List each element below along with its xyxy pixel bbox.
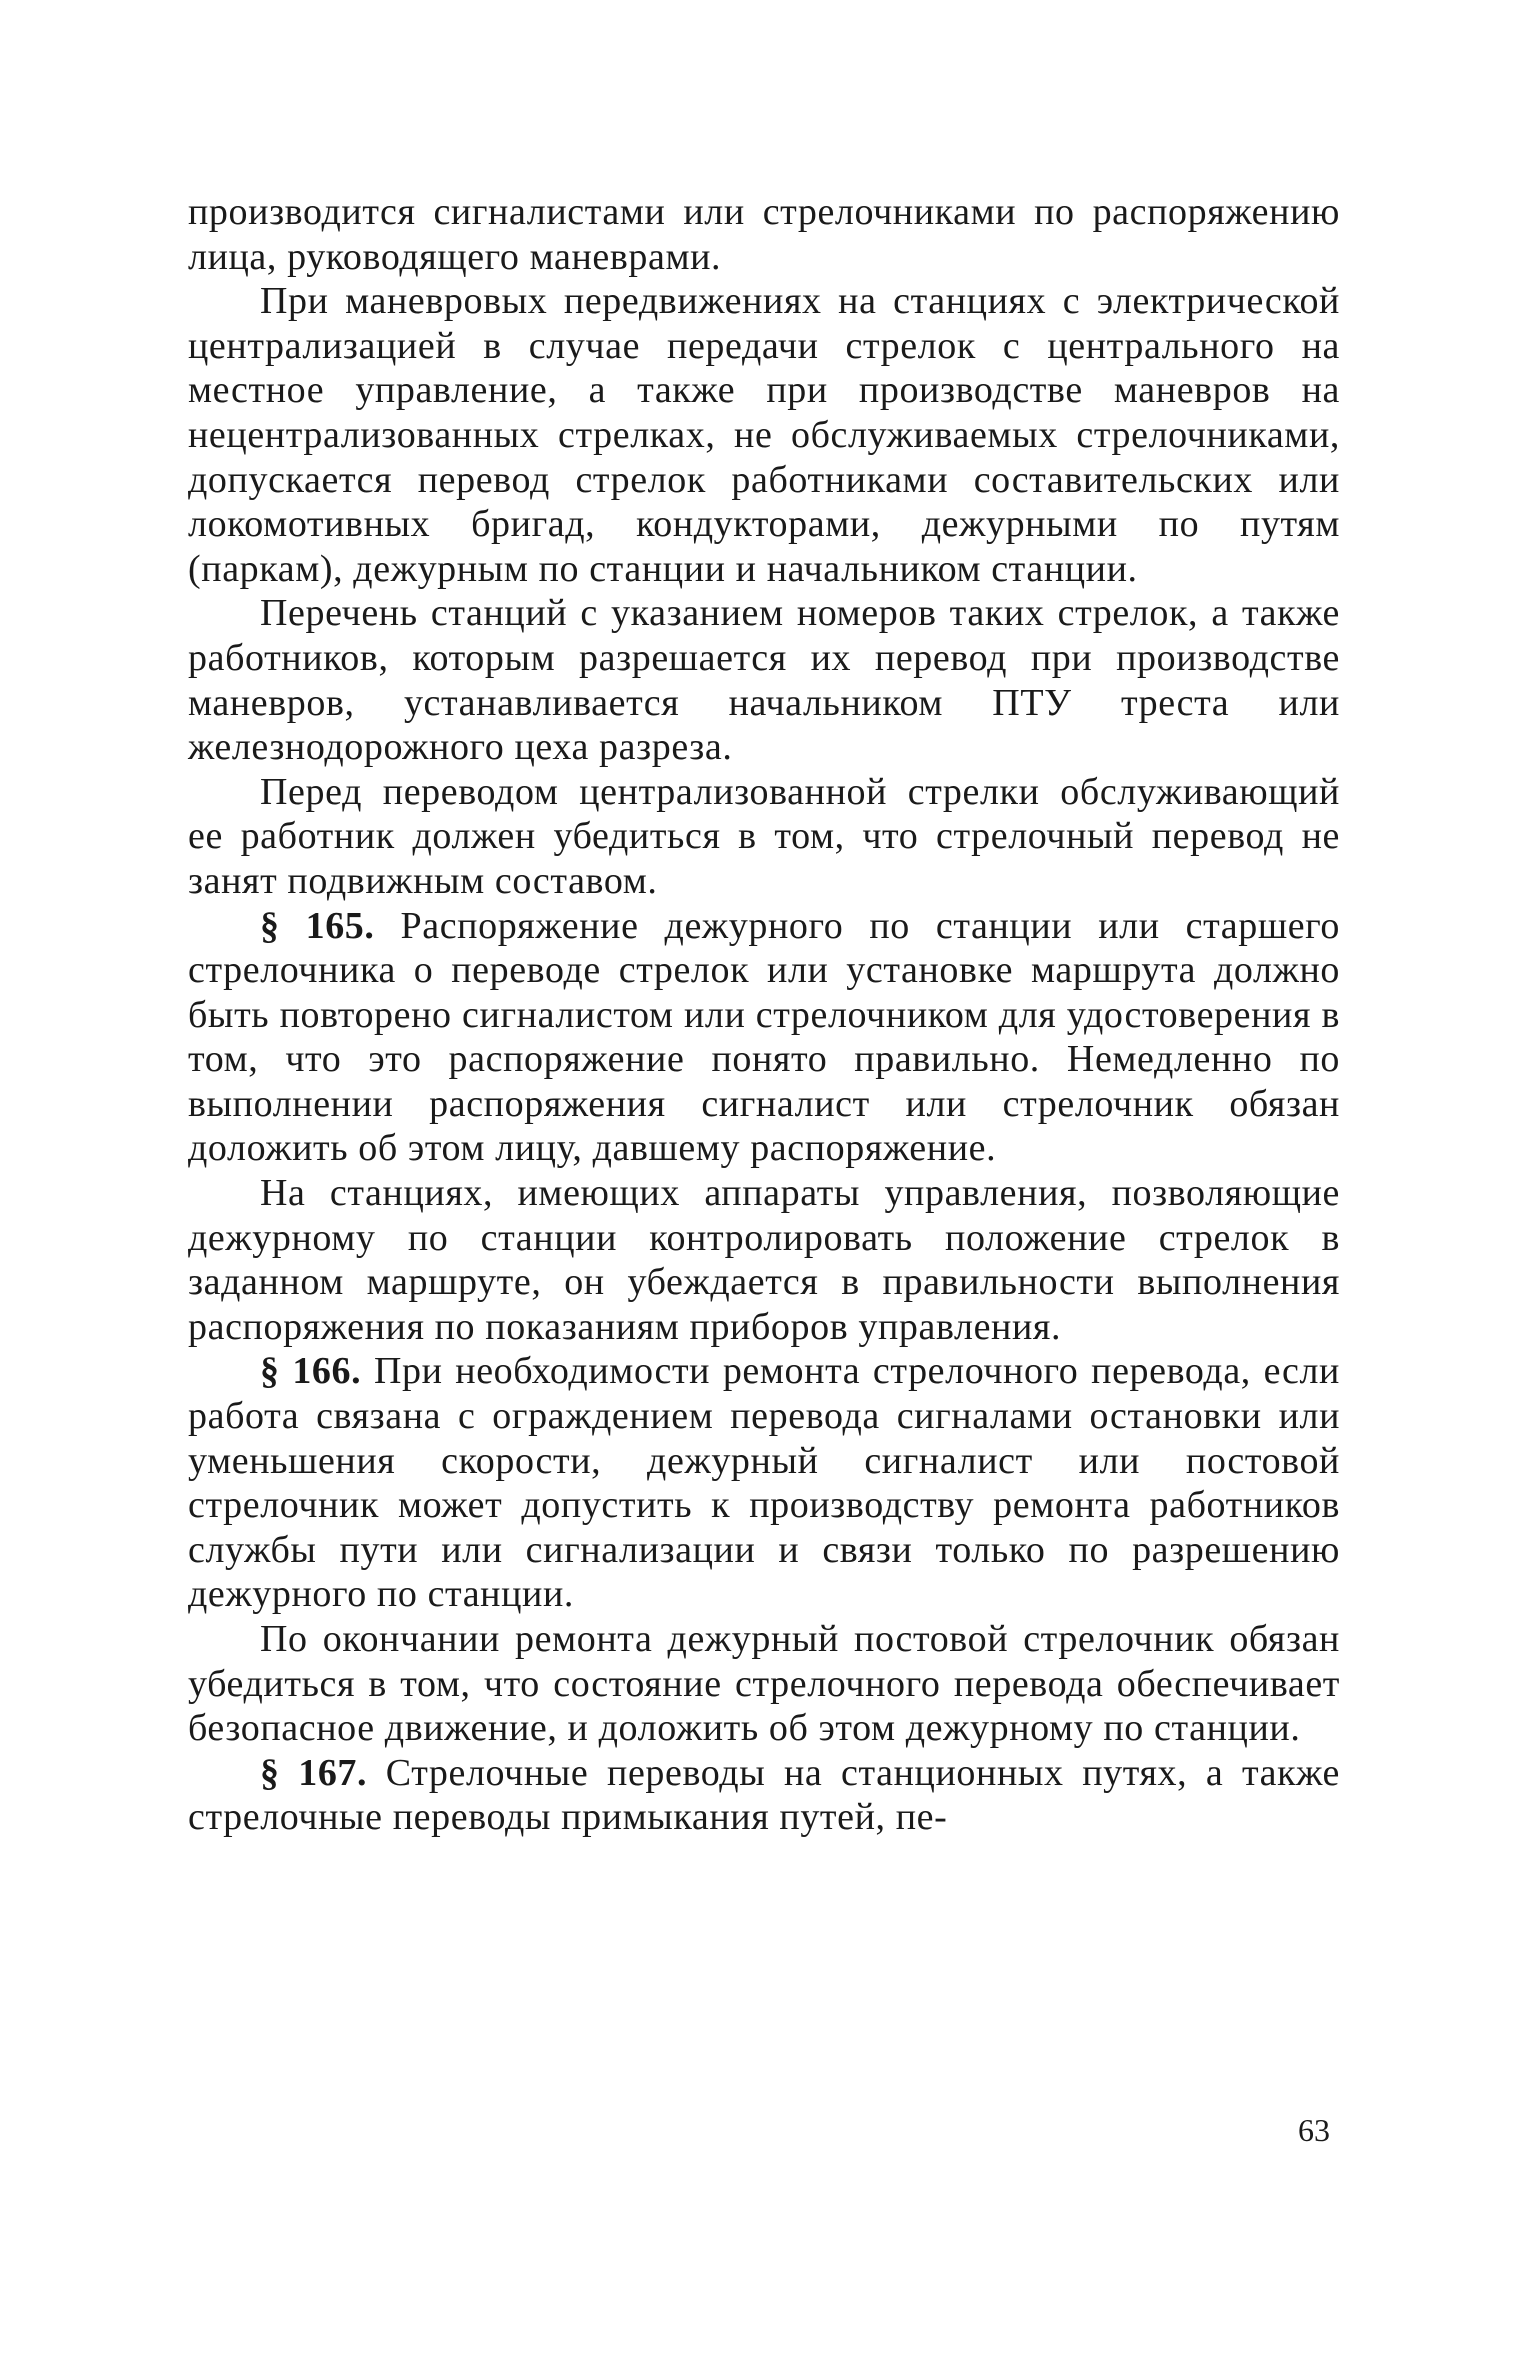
- paragraph-text: При необходимости ремонта стрелочного перевода, если работа связана с ограждением перевода сигналами остановки или уменьшения скорости, дежурный сигналист или постовой стрелочник может допустить к производству ремонта работников службы пути или сигнализации и связи только по разрешению дежурного по станции.: [188, 1350, 1340, 1616]
- section-165: [188, 904, 1340, 1172]
- paragraph: [188, 770, 1340, 904]
- section-number: § 165.: [260, 904, 375, 947]
- section-number: § 166.: [260, 1350, 362, 1393]
- paragraph: [188, 1171, 1340, 1349]
- paragraph-text: Стрелочные переводы на станционных путях, а также стрелочные переводы примыкания путей, пе-: [188, 1751, 1340, 1839]
- paragraph-text: На станциях, имеющих аппараты управления, позволяющие дежурному по станции контролировать положение стрелок в заданном маршруте, он убеждается в правильности выполнения распоряжения по показаниям приборов управления.: [188, 1172, 1340, 1348]
- paragraph-text: Распоряжение дежурного по станции или старшего стрелочника о переводе стрелок или установке маршрута должно быть повторено сигналистом или стрелочником для удостоверения в том, что это распоряжение понято правильно. Немедленно по выполнении распоряжения сигналист или стрелочник обязан доложить об этом лицу, давшему распоряжение.: [188, 904, 1340, 1170]
- page-number: 63: [1298, 2112, 1330, 2148]
- paragraph-text: производится сигналистами или стрелочниками по распоряжению лица, руководящего маневрами.: [188, 191, 1340, 278]
- paragraph-text: Перед переводом централизованной стрелки обслуживающий ее работник должен убедиться в том, что стрелочный перевод не занят подвижным составом.: [188, 770, 1340, 902]
- paragraph: [188, 591, 1340, 769]
- paragraph-text: По окончании ремонта дежурный постовой стрелочник обязан убедиться в том, что состояние стрелочного перевода обеспечивает безопасное движение, и доложить об этом дежурному по станции.: [188, 1618, 1340, 1750]
- paragraph: [188, 1617, 1340, 1751]
- paragraph-continuation: [188, 190, 1340, 279]
- paragraph-text: При маневровых передвижениях на станциях с электрической централизацией в случае передачи стрелок с центрального на местное управление, а также при производстве маневров на нецентрализованных стрелках, не обслуживаемых стрелочниками, допускается перевод стрелок работниками составительских или локомотивных бригад, кондукторами, дежурными по путям (паркам), дежурным по станции и начальником станции.: [188, 280, 1340, 590]
- section-166: [188, 1349, 1340, 1617]
- body-text: [188, 190, 1340, 1840]
- section-number: § 167.: [260, 1751, 368, 1794]
- section-167: [188, 1751, 1340, 1840]
- paragraph-text: Перечень станций с указанием номеров таких стрелок, а также работников, которым разрешается их перевод при производстве маневров, устанавливается начальником ПТУ треста или железнодорожного цеха разреза.: [188, 592, 1340, 769]
- paragraph: [188, 279, 1340, 591]
